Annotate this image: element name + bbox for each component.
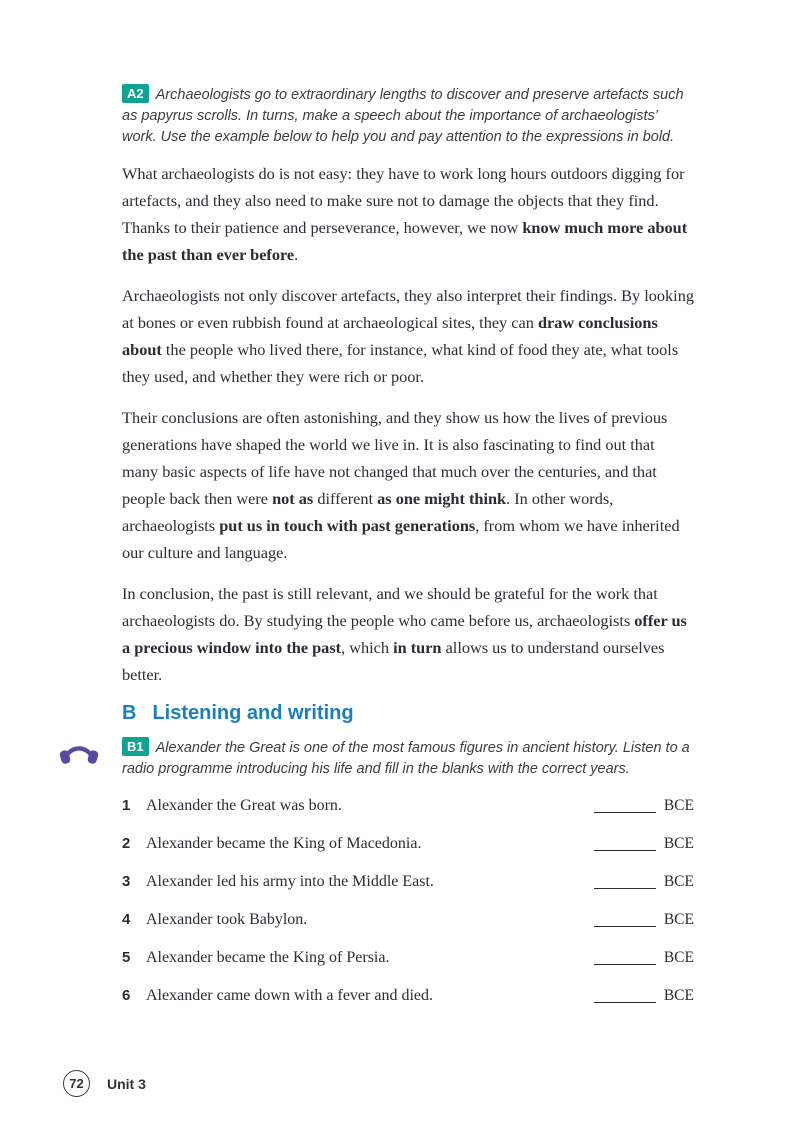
listening-item: [122, 872, 694, 892]
speech-text-segment: , which: [341, 638, 394, 657]
exercise-b1-instruction-text: Alexander the Great is one of the most famous figures in ancient history. Listen to a radio programme introducing his life and fill in the blanks with the correct years.: [122, 740, 690, 777]
speech-paragraph: [122, 160, 694, 268]
listening-item: [122, 948, 694, 968]
section-b-letter: B: [122, 702, 137, 724]
speech-paragraph: [122, 404, 694, 566]
exercise-b1-badge: B1: [122, 737, 149, 756]
page-footer: [63, 1070, 146, 1097]
speech-bold-phrase: draw conclusions about: [122, 313, 658, 359]
model-speech: [122, 160, 694, 688]
item-text: Alexander the Great was born.: [146, 797, 342, 814]
page-number-badge: 72: [63, 1070, 90, 1097]
unit-label: Unit 3: [107, 1075, 146, 1092]
speech-text-segment: Archaeologists not only discover artefacts, they also interpret their findings. By looking at bones or even rubbish found at archaeological sites, they can: [122, 286, 694, 332]
item-text: Alexander took Babylon.: [146, 911, 308, 928]
item-number: 3: [122, 873, 131, 890]
speech-text-segment: the people who lived there, for instance, what kind of food they ate, what tools they used, and whether they were rich or poor.: [122, 340, 679, 386]
listening-item: [122, 910, 694, 930]
speech-bold-phrase: not as: [272, 489, 314, 508]
bce-label: BCE: [663, 835, 694, 852]
bce-label: BCE: [663, 873, 694, 890]
item-number: 1: [122, 797, 131, 814]
bce-label: BCE: [663, 987, 694, 1004]
answer-blank[interactable]: [594, 988, 656, 1003]
section-b-heading: [122, 702, 694, 725]
page-content: [122, 84, 694, 1024]
speech-text-segment: allows us to understand ourselves better.: [122, 638, 665, 684]
item-number: 6: [122, 987, 131, 1004]
item-number: 4: [122, 911, 131, 928]
answer-blank[interactable]: [594, 950, 656, 965]
bce-label: BCE: [663, 797, 694, 814]
exercise-b1-instructions: [122, 737, 694, 780]
exercise-a2-badge: A2: [122, 84, 149, 103]
speech-text-segment: .: [294, 245, 299, 264]
item-text: Alexander led his army into the Middle East.: [146, 873, 434, 890]
answer-blank[interactable]: [594, 798, 656, 813]
section-b-title: Listening and writing: [152, 702, 354, 724]
speech-bold-phrase: put us in touch with past generations: [219, 516, 476, 535]
speech-text-segment: , from whom we have inherited our culture and language.: [122, 516, 680, 562]
listening-items: [122, 796, 694, 1006]
item-text: Alexander came down with a fever and died.: [146, 987, 433, 1004]
answer-blank[interactable]: [594, 912, 656, 927]
exercise-a2-instruction-text: Archaeologists go to extraordinary lengths to discover and preserve artefacts such as papyrus scrolls. In turns, make a speech about the importance of archaeologists’ work. Use the example below to help you and pay attention to the expressions in bold.: [122, 87, 684, 145]
speech-bold-phrase: in turn: [393, 638, 442, 657]
speech-text-segment: In conclusion, the past is still relevant, and we should be grateful for the work that archaeologists do. By studying the people who came before us, archaeologists: [122, 584, 658, 630]
headphones-icon: [58, 732, 100, 768]
answer-blank[interactable]: [594, 836, 656, 851]
item-number: 2: [122, 835, 131, 852]
speech-paragraph: [122, 282, 694, 390]
exercise-a2-instructions: [122, 84, 694, 148]
listening-item: [122, 986, 694, 1006]
speech-text-segment: different: [313, 489, 378, 508]
item-text: Alexander became the King of Persia.: [146, 949, 390, 966]
speech-bold-phrase: know much more about the past than ever before: [122, 218, 688, 264]
bce-label: BCE: [663, 911, 694, 928]
exercise-b1: [122, 737, 694, 780]
listening-item: [122, 834, 694, 854]
exercise-a2: [122, 84, 694, 148]
answer-blank[interactable]: [594, 874, 656, 889]
speech-bold-phrase: offer us a precious window into the past: [122, 611, 687, 657]
bce-label: BCE: [663, 949, 694, 966]
speech-bold-phrase: as one might think: [377, 489, 507, 508]
speech-text-segment: . In other words, archaeologists: [122, 489, 614, 535]
speech-text-segment: Their conclusions are often astonishing, and they show us how the lives of previous generations have shaped the world we live in. It is also fascinating to find out that many basic aspects of life have not changed that much over the centuries, and that people back then were: [122, 408, 668, 508]
item-number: 5: [122, 949, 131, 966]
item-text: Alexander became the King of Macedonia.: [146, 835, 422, 852]
speech-text-segment: What archaeologists do is not easy: they have to work long hours outdoors digging for artefacts, and they also need to make sure not to damage the objects that they find. Thanks to their patience and perseverance, however, we now: [122, 164, 685, 237]
listening-item: [122, 796, 694, 816]
speech-paragraph: [122, 580, 694, 688]
